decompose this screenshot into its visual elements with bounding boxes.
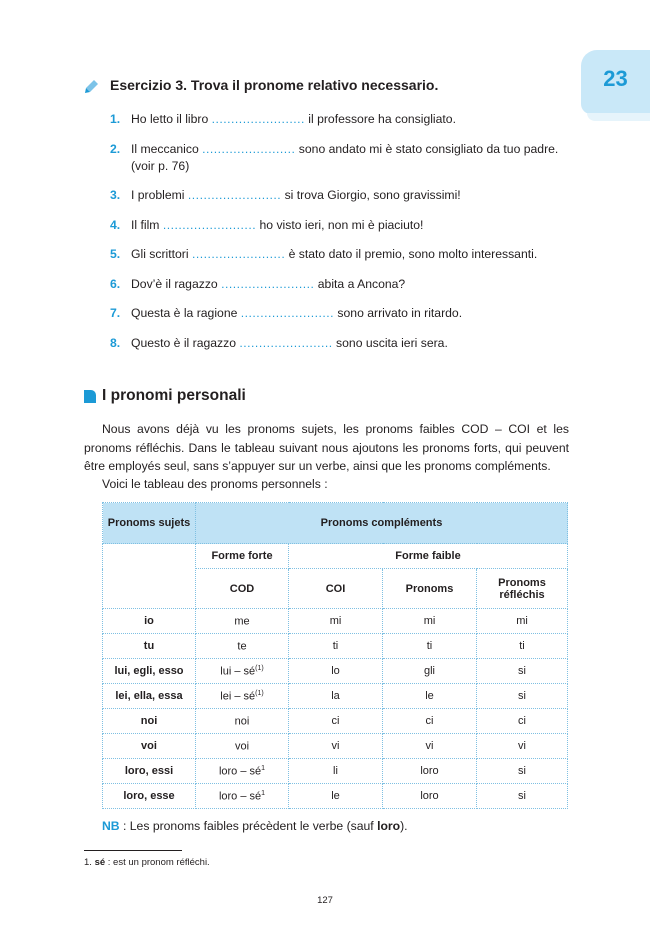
forte-text: loro – sé (218, 765, 262, 778)
cell-pronoms: loro (383, 759, 477, 784)
blank-dots: ........................ (211, 112, 305, 126)
item-text-after: il professore ha consigliato. (304, 112, 456, 126)
cell-reflechis: si (477, 759, 568, 784)
forte-text: loro – sé (218, 790, 262, 803)
header-forme-faible: Forme faible (289, 544, 568, 569)
footnote-text: : est un pronom réfléchi. (105, 857, 210, 868)
cell-forte (196, 684, 289, 709)
cell-pronoms: gli (383, 659, 477, 684)
header-sujets: Pronoms sujets (103, 503, 196, 544)
cell-subject: loro, essi (103, 759, 196, 784)
item-text-after: è stato dato il premio, sono molto interessanti. (285, 247, 538, 261)
cell-subject: lui, egli, esso (103, 659, 196, 684)
header-reflechis: Pronoms réfléchis (477, 569, 568, 609)
item-number: 2. (110, 141, 121, 156)
item-number: 8. (110, 335, 121, 350)
item-text-after: sono andato mi è stato consigliato da tuo padre. (295, 141, 559, 156)
header-pronoms: Pronoms (383, 569, 477, 609)
header-cod: COD (196, 569, 289, 609)
cell-pronoms: vi (383, 734, 477, 759)
cell-coi: ti (289, 634, 383, 659)
item-number: 4. (110, 217, 121, 232)
cell-reflechis: ti (477, 634, 568, 659)
exercise-list (110, 111, 580, 364)
nb-bold: loro (377, 819, 401, 833)
cell-subject: io (103, 609, 196, 634)
cell-forte (196, 634, 289, 659)
item-text-after: ho visto ieri, non mi è piaciuto! (256, 217, 424, 232)
cell-coi: ci (289, 709, 383, 734)
blank-dots: ........................ (191, 247, 286, 261)
forte-sup: (1) (255, 664, 264, 672)
header-coi: COI (289, 569, 383, 609)
chapter-number: 23 (603, 66, 628, 91)
empty-cell (103, 544, 196, 609)
exercise-title: Esercizio 3. Trova il pronome relativo necessario. (110, 77, 439, 93)
section-paragraph: Nous avons déjà vu les pronoms sujets, les pronoms faibles COD – COI et les pronoms réfléchis. Dans le tableau suivant nous ajoutons les pronoms forts, qui peuvent être employés seul, sans s’appuyer sur un verbe, ainsi que les pronoms compléments. (84, 422, 569, 473)
header-complements: Pronoms compléments (196, 503, 568, 544)
cell-forte (196, 759, 289, 784)
cell-subject: noi (103, 709, 196, 734)
item-text-before: Dov’è il ragazzo (131, 276, 222, 291)
cell-pronoms: ti (383, 634, 477, 659)
exercise-item (110, 276, 580, 293)
cell-forte (196, 609, 289, 634)
cell-pronoms: le (383, 684, 477, 709)
footnote-num: 1. (84, 857, 95, 868)
nb-end: ). (400, 819, 408, 833)
cell-subject: lei, ella, essa (103, 684, 196, 709)
forte-text: lei – sé (220, 690, 256, 703)
forte-text: voi (234, 740, 250, 753)
item-number: 6. (110, 276, 121, 291)
cell-reflechis: mi (477, 609, 568, 634)
nb-note (102, 819, 408, 833)
table-row (103, 734, 568, 759)
exercise-item (110, 187, 580, 204)
item-number: 7. (110, 306, 121, 320)
blank-dots: ........................ (239, 335, 333, 350)
table-row (103, 684, 568, 709)
blank-dots: ........................ (187, 188, 282, 202)
header-forme-forte: Forme forte (196, 544, 289, 569)
cell-coi: le (289, 784, 383, 809)
table-row (103, 609, 568, 634)
section-title: I pronomi personali (102, 387, 246, 404)
exercise-item (110, 217, 580, 234)
forte-text: lui – sé (220, 665, 256, 678)
forte-sup: 1 (261, 764, 266, 772)
item-text-before: Questa è la ragione (131, 306, 241, 320)
blank-dots: ........................ (221, 276, 315, 291)
cell-subject: tu (103, 634, 196, 659)
exercise-item (110, 246, 580, 263)
item-text-before: I problemi (131, 188, 188, 202)
table-body (103, 609, 568, 809)
table-row (103, 634, 568, 659)
cell-coi: mi (289, 609, 383, 634)
exercise-item (110, 335, 580, 352)
cell-coi: la (289, 684, 383, 709)
item-text-after: si trova Giorgio, sono gravissimi! (281, 188, 461, 202)
nb-sep: : (119, 819, 130, 833)
footnote (84, 857, 210, 868)
pencil-icon (84, 78, 100, 94)
item-number: 1. (110, 112, 121, 126)
cell-subject: loro, esse (103, 784, 196, 809)
table-intro: Voici le tableau des pronoms personnels : (102, 477, 328, 491)
exercise-item (110, 111, 580, 128)
exercise-item (110, 305, 580, 322)
cell-forte (196, 784, 289, 809)
section-marker-icon (84, 390, 96, 403)
cell-pronoms: loro (383, 784, 477, 809)
cell-coi: vi (289, 734, 383, 759)
item-number: 3. (110, 188, 121, 202)
item-text-before: Ho letto il libro (131, 112, 212, 126)
cell-reflechis: vi (477, 734, 568, 759)
table-row (103, 659, 568, 684)
footnote-term: sé (94, 857, 106, 868)
cell-forte (196, 709, 289, 734)
item-text-after: sono uscita ieri sera. (332, 335, 448, 350)
cell-forte (196, 659, 289, 684)
item-text-before: Gli scrittori (131, 247, 192, 261)
item-text-after: sono arrivato in ritardo. (334, 306, 463, 320)
footnote-rule (84, 850, 182, 851)
item-text-before: Il meccanico (131, 141, 203, 156)
cell-reflechis: ci (477, 709, 568, 734)
cell-coi: lo (289, 659, 383, 684)
item-text-after: abita a Ancona? (314, 276, 406, 291)
cell-reflechis: si (477, 684, 568, 709)
forte-text: te (237, 640, 247, 653)
cell-pronoms: ci (383, 709, 477, 734)
table-row (103, 709, 568, 734)
item-text-before: Questo è il ragazzo (131, 335, 240, 350)
cell-reflechis: si (477, 659, 568, 684)
page-number: 127 (317, 895, 333, 906)
blank-dots: ........................ (240, 306, 335, 320)
item-text-before: Il film (131, 217, 163, 232)
cell-pronoms: mi (383, 609, 477, 634)
nb-text: Les pronoms faibles précèdent le verbe (sauf (129, 819, 378, 833)
forte-sup: 1 (261, 789, 266, 797)
table-row (103, 759, 568, 784)
chapter-tab (581, 50, 650, 114)
pronoun-table (102, 502, 568, 809)
cell-coi: li (289, 759, 383, 784)
forte-sup: (1) (255, 689, 264, 697)
item-number: 5. (110, 247, 121, 261)
exercise-item (110, 141, 580, 175)
forte-text: noi (234, 715, 250, 728)
item-note: (voir p. 76) (131, 158, 190, 173)
cell-reflechis: si (477, 784, 568, 809)
cell-forte (196, 734, 289, 759)
forte-text: me (234, 615, 250, 628)
table-row (103, 784, 568, 809)
nb-label: NB (102, 819, 120, 833)
blank-dots: ........................ (162, 217, 257, 232)
blank-dots: ........................ (202, 141, 296, 156)
cell-subject: voi (103, 734, 196, 759)
